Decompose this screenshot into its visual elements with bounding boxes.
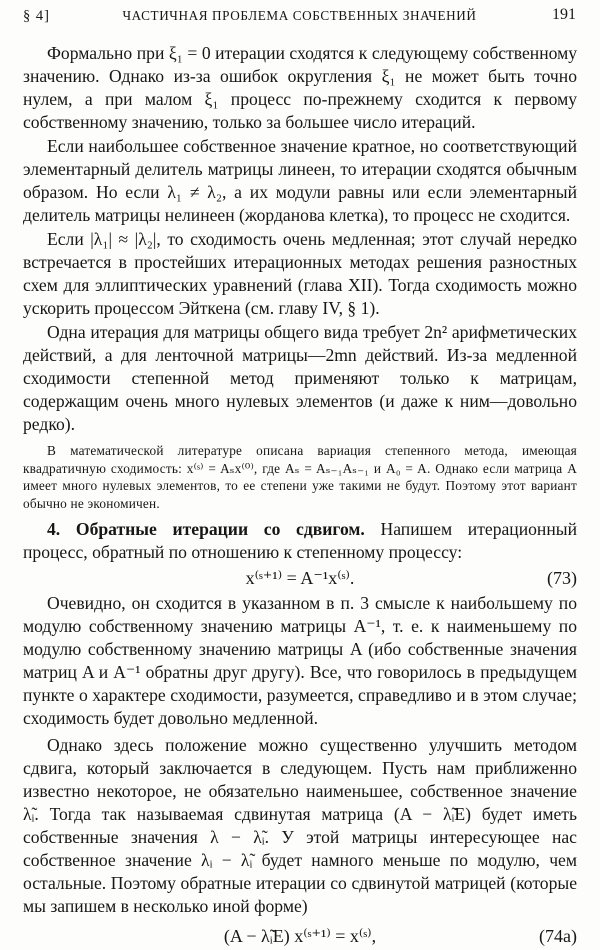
equation-74a [23,922,577,950]
page-number: 191 [552,6,576,23]
chapter-title: ЧАСТИЧНАЯ ПРОБЛЕМА СОБСТВЕННЫХ ЗНАЧЕНИЙ [122,8,477,23]
main-text [23,42,577,950]
equation-formula: (A − λ̃ᵢE) x⁽ˢ⁺¹⁾ = x⁽ˢ⁾, [223,926,377,946]
paragraph: Очевидно, он сходится в указанном в п. 3 смысле к наибольшему по модулю собственному значению матрицы A⁻¹, т. е. к наименьшему по модулю собственному значению матрицы A (ибо собственные значения матриц A и A⁻¹ обратны друг другу). Все, что говорилось в предыдущем пункте о характере сходимости, разумеется, справедливо и в этом случае; сходимость будет довольно медленной. [23,593,577,728]
equation-number: (74a) [539,926,577,946]
running-header [23,8,576,30]
paragraph: Одна итерация для матрицы общего вида требует 2n² арифметических действий, а для ленточной матрицы—2mn действий. Из-за медленной сходимости степенной метод применяют только к матрицам, содержащим очень много нулевых элементов (и даже к ним—довольно редко). [23,322,577,434]
paragraph: Формально при ξ₁ = 0 итерации сходятся к следующему собственному значению. Однако из-за ошибок округления ξ₁ не может быть точно нулем, а при малом ξ₁ процесс по-прежнему сходится к первому собственному значению, только за большее число итераций. [23,43,577,132]
subsection-heading: 4. Обратные итерации со сдвигом. [47,519,365,539]
equation-formula: x⁽ˢ⁺¹⁾ = A⁻¹x⁽ˢ⁾. [245,568,355,588]
subsection-paragraph [23,518,577,564]
paragraph: Однако здесь положение можно существенно улучшить методом сдвига, который заключается в следующем. Пусть нам приближенно известно некоторое, не обязательно наименьшее, собственное значение λ̃ᵢ. Тогда так называемая сдвинутая матрица (A − λ̃ᵢE) будет иметь собственные значения λ − λ̃ᵢ. У этой матрицы интересующее нас собственное значение λᵢ − λ̃ᵢ будет намного меньше по модулю, чем остальные. Поэтому обратные итерации со сдвинутой матрицей (которые мы запишем в несколько иной форме) [23,735,577,916]
small-print-note: В математической литературе описана вариация степенного метода, имеющая квадратичную сходимость: x⁽ˢ⁾ = Aₛx⁽⁰⁾, где Aₛ = Aₛ₋₁Aₛ₋₁ и A₀ = A. Однако если матрица A имеет много нулевых элементов, то ее степени уже такими не будут. Поэтому этот вариант обычно не экономичен. [23,443,577,511]
paragraph: Если |λ₁| ≈ |λ₂|, то сходимость очень медленная; этот случай нередко встречается в простейших итерационных методах решения разностных схем для эллиптических уравнений (глава XII). Тогда сходимость можно ускорить процессом Эйткена (см. главу IV, § 1). [23,229,577,318]
paragraph: Если наибольшее собственное значение кратное, но соответствующий элементарный делитель матрицы линеен, то итерации сходятся обычным образом. Но если λ₁ ≠ λ₂, а их модули равны или если элементарный делитель матрицы нелинеен (жорданова клетка), то процесс не сходится. [23,136,577,225]
heading-continuation: Напишем итерационный процесс, обратный по отношению к степенному процессу: [23,519,578,562]
equation-number: (73) [547,568,577,588]
section-ref: § 4] [23,8,50,24]
equation-73 [23,564,577,592]
